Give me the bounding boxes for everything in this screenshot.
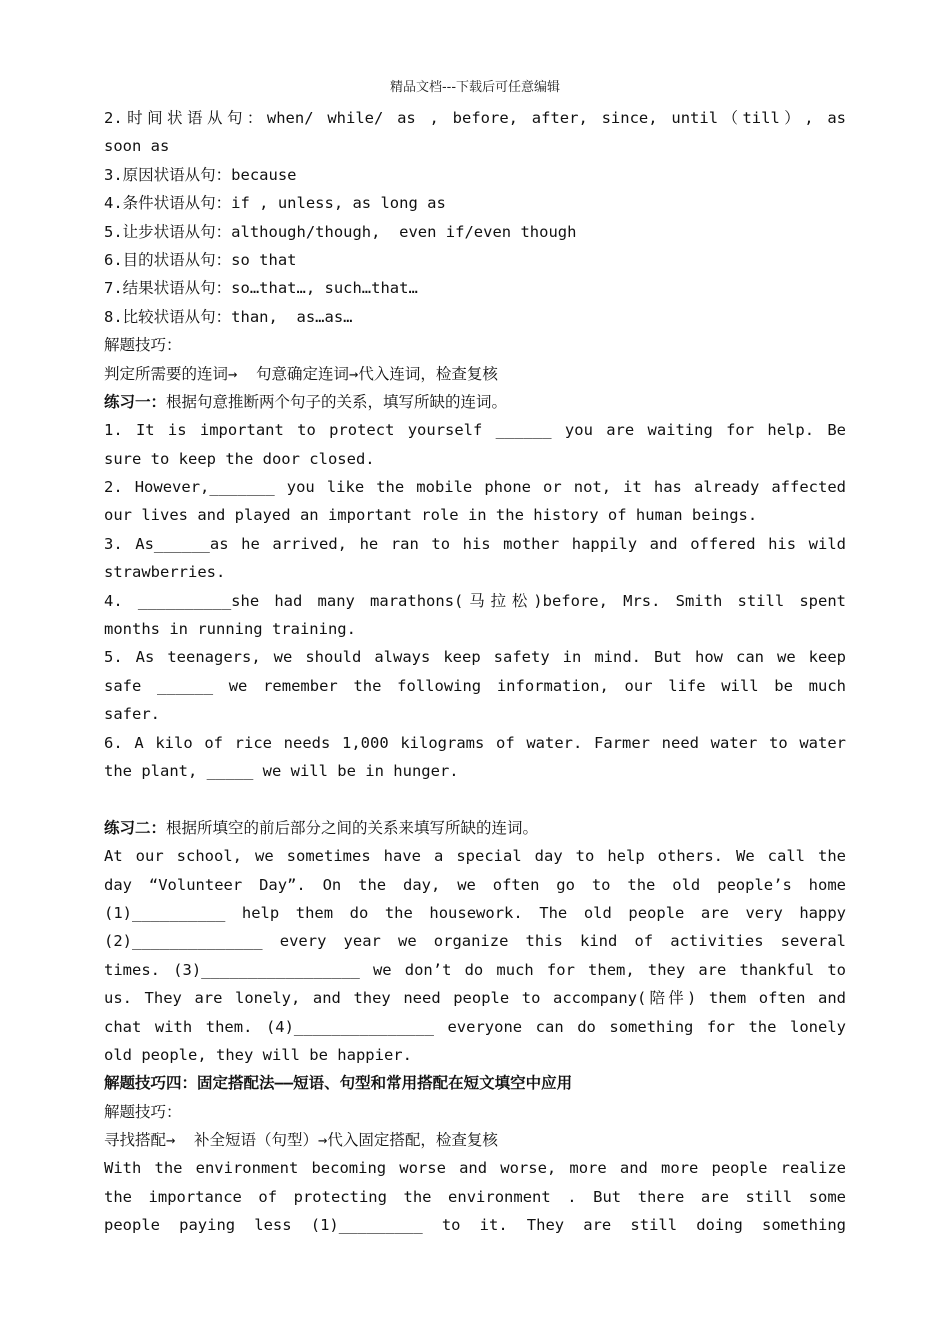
text-line <box>104 104 846 132</box>
text-line <box>104 1041 846 1069</box>
line-text: chat with them. (4)_______________ everyone can do something for the lonely <box>104 1017 846 1036</box>
text-line <box>104 274 846 302</box>
text-line <box>104 1126 846 1154</box>
text-line <box>104 700 846 728</box>
page-header: 精品文档---下载后可任意编辑 <box>389 80 561 95</box>
line-text: 解题技巧： <box>104 336 182 355</box>
line-text: 判定所需要的连词→ 句意确定连词→代入连词，检查复核 <box>104 364 498 383</box>
text-line <box>104 1098 846 1126</box>
text-line <box>104 757 846 785</box>
text-line <box>104 445 846 473</box>
document-body <box>104 104 846 1240</box>
text-line <box>104 501 846 529</box>
line-text: 5. As teenagers, we should always keep safety in mind. But how can we keep <box>104 648 846 667</box>
line-text: 3.原因状语从句：because <box>104 165 297 184</box>
line-text: strawberries. <box>104 563 226 582</box>
text-line <box>104 729 846 757</box>
line-text: safer. <box>104 705 160 724</box>
line-text: 4.条件状语从句：if , unless, as long as <box>104 194 446 213</box>
line-text: 2.时间状语从句：when/ while/ as , before, after, since, until（till）, as <box>104 109 846 127</box>
text-line <box>104 360 846 388</box>
text-line <box>104 615 846 643</box>
text-line <box>104 1069 846 1097</box>
line-text: sure to keep the door closed. <box>104 449 375 468</box>
text-line <box>104 842 846 870</box>
text-line <box>104 132 846 160</box>
text-line <box>104 416 846 444</box>
text-line <box>104 899 846 927</box>
text-line <box>104 161 846 189</box>
line-text: (1)__________ help them do the housework. The old people are very happy <box>104 903 846 922</box>
text-line <box>104 1183 846 1211</box>
line-text: the importance of protecting the environment . But there are still some <box>104 1187 846 1206</box>
text-line <box>104 1211 846 1239</box>
text-line <box>104 189 846 217</box>
text-line <box>104 303 846 331</box>
text-line <box>104 558 846 586</box>
line-text: months in running training. <box>104 620 356 639</box>
text-line <box>104 871 846 899</box>
text-line <box>104 587 846 615</box>
line-text: At our school, we sometimes have a special day to help others. We call the <box>104 847 846 866</box>
line-text: people paying less (1)_________ to it. They are still doing something <box>104 1216 846 1235</box>
text-line <box>104 388 846 416</box>
bold-heading: 练习二： <box>104 818 167 837</box>
line-text: times. (3)_________________ we don’t do much for them, they are thankful to <box>104 960 846 979</box>
line-text: safe ______ we remember the following information, our life will be much <box>104 676 846 695</box>
line-text: the plant, _____ we will be in hunger. <box>104 761 459 780</box>
text-line <box>104 218 846 246</box>
line-text: 根据所填空的前后部分之间的关系来填写所缺的连词。 <box>166 818 539 837</box>
line-text: 根据句意推断两个句子的关系，填写所缺的连词。 <box>166 392 508 411</box>
text-line <box>104 473 846 501</box>
bold-heading: 练习一： <box>104 392 167 411</box>
text-line <box>104 814 846 842</box>
text-line <box>104 246 846 274</box>
line-text: soon as <box>104 137 170 156</box>
text-line <box>104 643 846 671</box>
line-text: 8.比较状语从句：than, as…as… <box>104 307 353 326</box>
blank-line <box>104 785 846 813</box>
text-line <box>104 1154 846 1182</box>
line-text: (2)______________ every year we organize this kind of activities several <box>104 932 846 951</box>
text-line <box>104 672 846 700</box>
line-text: 5.让步状语从句：although/though, even if/even though <box>104 222 577 241</box>
line-text: 1. It is important to protect yourself ______ you are waiting for help. Be <box>104 421 846 440</box>
line-text: 6. A kilo of rice needs 1,000 kilograms of water. Farmer need water to water <box>104 733 846 752</box>
text-line <box>104 984 846 1012</box>
bold-heading: 解题技巧四：固定搭配法——短语、句型和常用搭配在短文填空中应用 <box>104 1074 573 1093</box>
line-text: 6.目的状语从句：so that <box>104 250 297 269</box>
line-text: our lives and played an important role in the history of human beings. <box>104 506 758 525</box>
text-line <box>104 530 846 558</box>
line-text: 7.结果状语从句：so…that…, such…that… <box>104 279 418 298</box>
text-line <box>104 927 846 955</box>
line-text: 3. As______as he arrived, he ran to his mother happily and offered his wild <box>104 534 846 553</box>
text-line <box>104 331 846 359</box>
text-line <box>104 956 846 984</box>
line-text: day “Volunteer Day”. On the day, we often go to the old people’s home <box>104 875 846 894</box>
line-text: 寻找搭配→ 补全短语（句型）→代入固定搭配，检查复核 <box>104 1131 498 1150</box>
line-text: 4. __________she had many marathons(马拉松)before, Mrs. Smith still spent <box>104 591 846 610</box>
text-line <box>104 1013 846 1041</box>
line-text: With the environment becoming worse and worse, more and more people realize <box>104 1159 846 1178</box>
line-text: 解题技巧： <box>104 1102 182 1121</box>
line-text: 2. However,_______ you like the mobile phone or not, it has already affected <box>104 478 846 497</box>
line-text: us. They are lonely, and they need people to accompany(陪伴) them often and <box>104 989 846 1008</box>
line-text: old people, they will be happier. <box>104 1045 412 1064</box>
